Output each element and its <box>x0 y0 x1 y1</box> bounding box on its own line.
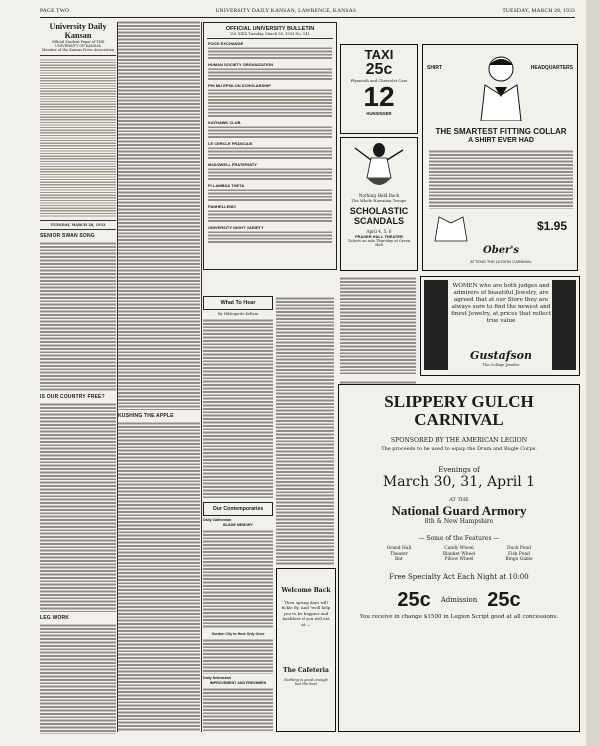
contemporaries-heading-1: BLAME MEMORY <box>223 523 253 527</box>
masthead-date: TUESDAY, MARCH 28, 1933 <box>50 222 106 227</box>
bulletin-item-heading: UNIVERSITY NIGHT VARIETY <box>208 225 264 230</box>
jewelry-ad-ornament <box>424 280 448 370</box>
contemporaries-body-3 <box>203 687 273 732</box>
shirt-headline-2: A SHIRT EVER HAD <box>468 137 534 144</box>
contemporaries-title: Our Contemporaries <box>212 506 264 512</box>
carnival-feature: Blanket Wheel <box>442 551 476 557</box>
cafeteria-ad <box>276 568 336 732</box>
what-to-hear-box <box>203 296 273 310</box>
contemporaries-source-1: Daily Californian <box>203 518 232 522</box>
column2-heading: KUSHING THE APPLE <box>118 413 174 419</box>
masthead-line: Member of the Kansas Press Association <box>41 48 115 53</box>
carnival-features-title: — Some of the Features — <box>418 535 500 543</box>
bulletin-subtitle: Vol. XXIX Tuesday, March 28, 1933 No. 141 <box>230 32 310 36</box>
editorial-heading-1: SENIOR SWAN SONG <box>40 232 95 239</box>
editorial-column-2 <box>118 20 200 734</box>
carnival-feature: Candy Wheel <box>444 546 474 552</box>
staff-listing <box>40 58 116 218</box>
bulletin-item-body <box>208 67 332 81</box>
taxi-company: HUNSINGER <box>366 111 392 116</box>
contemporaries-heading-2: IMPROVEMENT AND FRESHMEN <box>209 681 267 685</box>
column2-body-1 <box>118 20 200 410</box>
bulletin-item-body <box>208 125 332 139</box>
editorial-body-1 <box>40 241 116 391</box>
taxi-ad <box>340 44 418 134</box>
jewelry-ad-text: WOMEN who are both judges and admirers of beautiful Jewelry, are agreed that at our Store they are always sure to find the newest and finest Jewelry, at prices that reflect true value <box>451 283 551 324</box>
scandals-venue: FRASER HALL THEATER <box>355 234 403 239</box>
carnival-dates: March 30, 31, April 1 <box>382 474 536 491</box>
masthead-subtitle: Official Student Paper of THE UNIVERSITY OF KANSAS <box>51 40 105 49</box>
scandals-line-1: Nothing Held Back <box>358 193 400 198</box>
man-in-collar-illustration <box>471 51 531 121</box>
jewelry-ad <box>420 276 580 376</box>
bulletin-item-heading: PI LAMBDA THETA <box>208 183 245 188</box>
carnival-script: You receive in change $1500 in Legion Script good at all concessions. <box>359 613 559 620</box>
issue-date: TUESDAY, MARCH 28, 1933 <box>502 8 575 14</box>
bulletin-item-heading: KAYHAWK CLUB <box>208 120 241 125</box>
editorial-body-3 <box>40 623 116 734</box>
taxi-title: TAXI <box>364 47 394 62</box>
column2-body-2 <box>118 421 200 731</box>
bulletin-item-heading: FOOD EXCHANGE <box>208 41 244 46</box>
scandals-title: SCHOLASTIC SCANDALS <box>349 206 409 226</box>
bulletin-item-body <box>208 88 332 118</box>
scandals-line-2: The Whole Hawaiian Troupe <box>351 198 407 203</box>
carnival-address: 8th & New Hampshire <box>424 518 494 526</box>
carnival-evenings: Evenings of <box>438 466 480 475</box>
bulletin-item-body <box>208 230 332 244</box>
taxi-subtitle: Plymouth and Chevrolet Cars <box>350 78 408 83</box>
carnival-admission: Admission <box>440 596 478 605</box>
contemporaries-source-2: Daily Nebraskan <box>203 676 231 680</box>
carnival-feature: Duck Pond <box>507 546 531 552</box>
cafeteria-welcome-body: Then spring days will fickle fly. And 'twill help you to be happier and healthier if you will eat at — <box>281 600 331 627</box>
carnival-features-list <box>339 542 579 567</box>
editorial-body-2 <box>40 402 116 612</box>
shirt-ad-body <box>429 149 573 209</box>
bulletin-item-heading: PANHELLENIC <box>208 204 237 209</box>
bulletin-title: OFFICIAL UNIVERSITY BULLETIN <box>225 26 315 32</box>
carnival-venue: National Guard Armory <box>391 503 527 519</box>
shirt-price: $1.95 <box>536 219 567 233</box>
carnival-feature: Grand Hall <box>386 546 412 552</box>
carnival-purpose: The proceeds to be used to equip the Drum and Bugle Corps. <box>381 446 537 452</box>
shirt-ad-right: HEADQUARTERS <box>530 65 573 71</box>
paper-name: UNIVERSITY DAILY KANSAN, LAWRENCE, KANSAS <box>215 8 357 14</box>
bulletin-item-heading: McDOWELL FRATERNITY <box>208 162 257 167</box>
taxi-phone: 12 <box>363 81 395 112</box>
contemporaries-box <box>203 502 273 516</box>
contemporaries-sub-2: Gordon City to Host Only Once <box>211 632 265 636</box>
bulletin-item-heading: LE CERCLE FRANCAIS <box>208 141 253 146</box>
editorial-column <box>40 20 116 734</box>
news-column-a <box>340 276 416 374</box>
what-to-hear-byline: By Hildegarde Kellam <box>218 312 258 316</box>
what-to-hear-body <box>203 318 273 498</box>
bulletin-item-heading: PHI MU EPSILON SCHOLARSHIP <box>208 83 271 88</box>
what-to-hear-title: What To Hear <box>220 300 256 306</box>
carnival-feature: Bar <box>395 557 403 563</box>
carnival-at: AT THE <box>449 497 469 504</box>
cafeteria-welcome-title: Welcome Back <box>281 587 331 594</box>
carnival-sponsor: SPONSORED BY THE AMERICAN LEGION <box>390 437 528 444</box>
carnival-feature: Theater <box>390 551 408 557</box>
bulletin-item-body <box>208 188 332 202</box>
bulletin-continued-body <box>276 296 334 566</box>
scandals-dates: April 4, 5, 6 <box>366 229 392 234</box>
dancer-illustration <box>341 138 417 193</box>
cafeteria-tagline: Nothing is good enough but the best <box>284 678 328 687</box>
taxi-price: 25c <box>365 61 393 78</box>
running-header <box>40 8 575 18</box>
carnival-title-2: CARNIVAL <box>414 410 504 429</box>
contemporaries-body-2 <box>203 638 273 674</box>
masthead-title: University Daily Kansan <box>49 22 107 40</box>
jewelry-ad-ornament <box>552 280 576 370</box>
shirt-tagline: ATTEND THE LEGION CARNIVAL <box>470 259 532 264</box>
scandals-ad <box>340 137 418 271</box>
shirt-store: Ober's <box>482 245 520 256</box>
cafeteria-name: The Cafeteria <box>283 667 329 675</box>
bulletin-item-body <box>208 167 332 181</box>
editorial-heading-2: IS OUR COUNTRY FREE? <box>40 393 105 400</box>
page-number: PAGE TWO <box>40 8 70 14</box>
bulletin-item-body <box>208 46 332 60</box>
carnival-feature: Pillow Wheel <box>444 557 474 563</box>
carnival-feature: Bingo Game <box>505 557 533 563</box>
jewelry-sub: The College Jeweler <box>482 363 520 367</box>
carnival-price-right: 25c <box>487 588 521 611</box>
shirt-ad-left: SHIRT <box>427 65 442 71</box>
jewelry-store: Gustafson <box>469 349 533 362</box>
carnival-ad <box>338 384 580 732</box>
official-bulletin <box>203 22 337 270</box>
bulletin-item-heading: HUMAN SOCIETY ORGANIZATION <box>208 62 274 67</box>
shirt-headline-1: THE SMARTEST FITTING COLLAR <box>435 127 567 136</box>
shirt-ad <box>422 44 578 271</box>
carnival-feature: Fish Pond <box>508 551 530 557</box>
shirt-illustration <box>431 213 471 243</box>
editorial-heading-3: LEG WORK <box>40 614 70 621</box>
carnival-title-1: SLIPPERY GULCH <box>384 392 534 411</box>
bulletin-item-body <box>208 146 332 160</box>
carnival-price-left: 25c <box>397 588 431 611</box>
scandals-note: Tickets on sale Thursday at Green Hall <box>347 239 411 248</box>
bulletin-item-body <box>208 209 332 223</box>
column-rule <box>201 22 202 732</box>
scan-edge <box>586 0 600 746</box>
contemporaries-body-1 <box>203 529 273 629</box>
carnival-prize: Free Specialty Act Each Night at 10:00 <box>389 572 529 581</box>
